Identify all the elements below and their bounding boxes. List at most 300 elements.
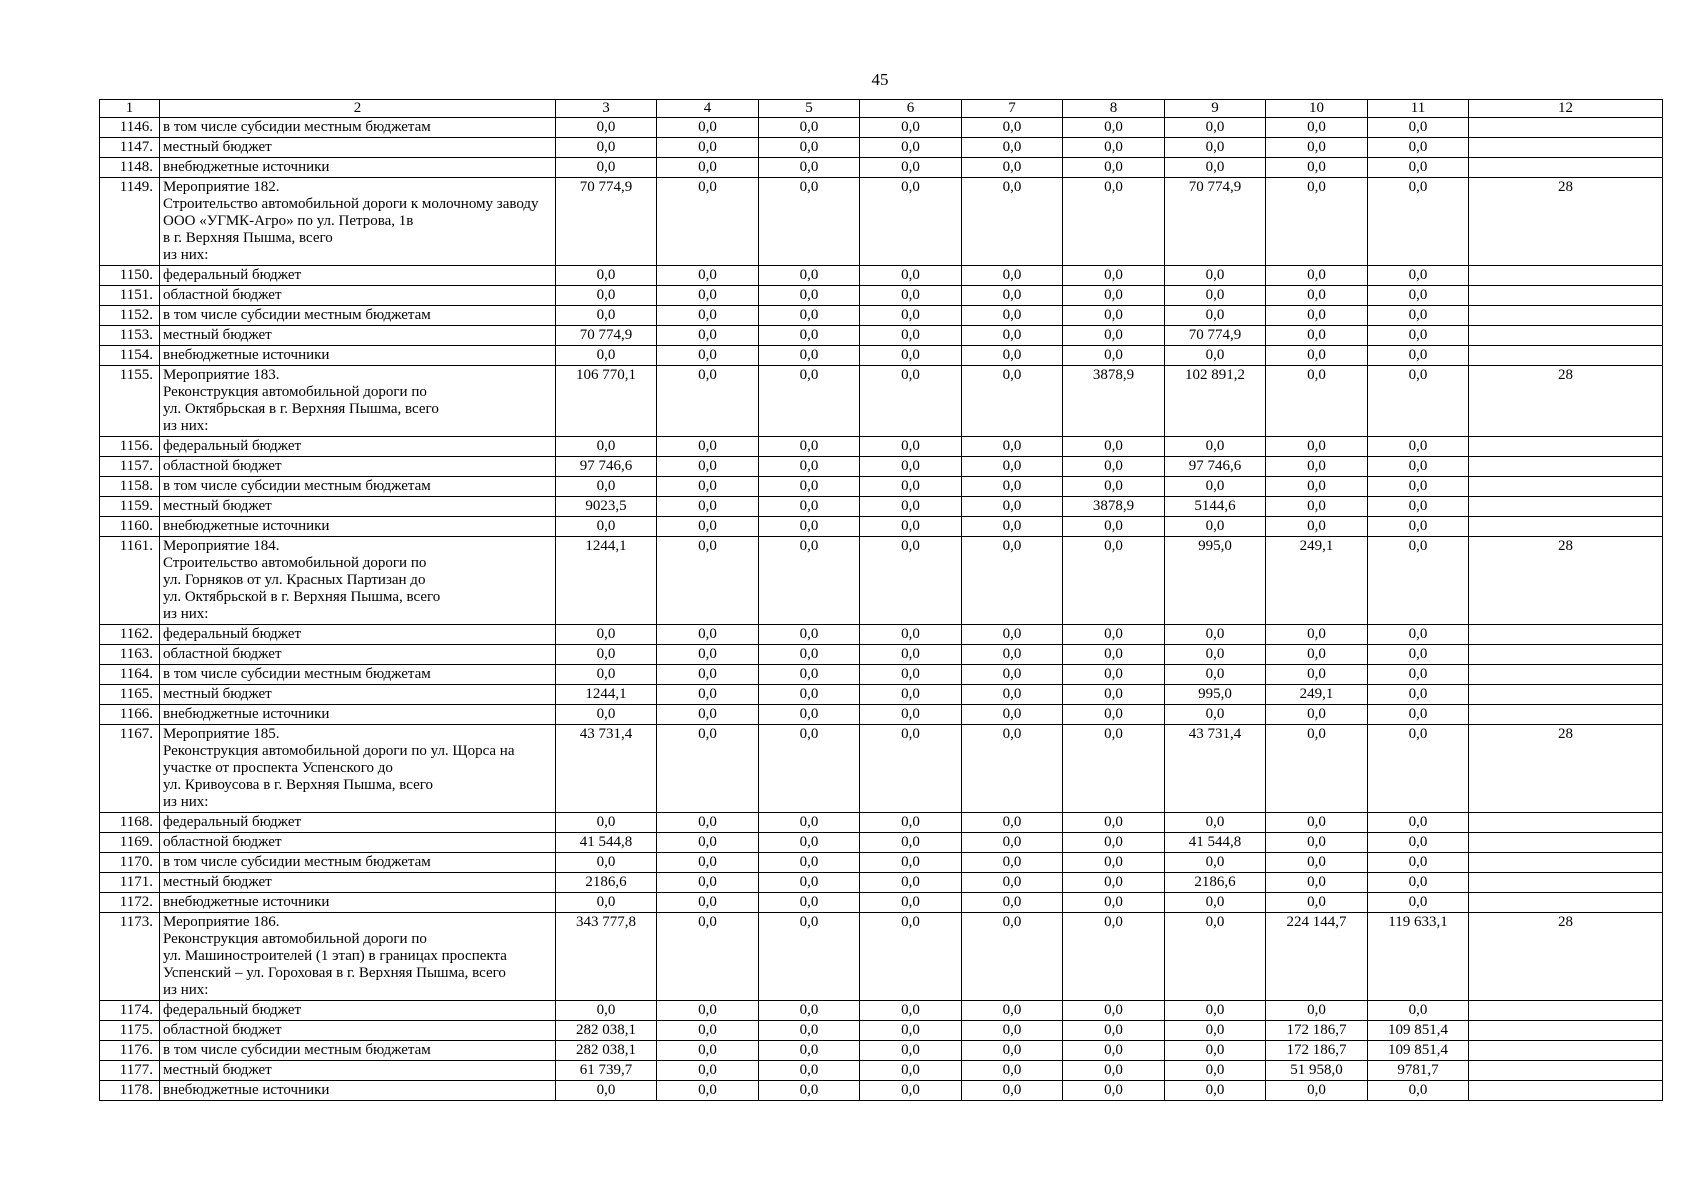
value-cell-col-4: 0,0 [657, 1001, 759, 1021]
column-header-8: 8 [1063, 100, 1165, 118]
value-cell-col-7: 0,0 [962, 178, 1063, 266]
value-cell-col-8: 0,0 [1063, 118, 1165, 138]
value-cell-col-10: 0,0 [1266, 286, 1368, 306]
value-cell-col-11: 0,0 [1368, 118, 1469, 138]
value-cell-col-5: 0,0 [759, 266, 860, 286]
reference-cell [1469, 813, 1663, 833]
value-cell-col-7: 0,0 [962, 266, 1063, 286]
table-row [100, 813, 1663, 833]
reference-cell [1469, 477, 1663, 497]
value-cell-col-8: 0,0 [1063, 138, 1165, 158]
row-number: 1151. [100, 286, 160, 306]
row-number: 1154. [100, 346, 160, 366]
value-cell-col-5: 0,0 [759, 853, 860, 873]
value-cell-col-3: 0,0 [556, 517, 657, 537]
value-cell-col-6: 0,0 [860, 1081, 962, 1101]
value-cell-col-3: 41 544,8 [556, 833, 657, 853]
value-cell-col-4: 0,0 [657, 853, 759, 873]
row-number: 1174. [100, 1001, 160, 1021]
table-row [100, 913, 1663, 1001]
column-header-10: 10 [1266, 100, 1368, 118]
value-cell-col-7: 0,0 [962, 437, 1063, 457]
table-body [100, 118, 1663, 1101]
table-row [100, 118, 1663, 138]
value-cell-col-5: 0,0 [759, 1021, 860, 1041]
value-cell-col-5: 0,0 [759, 1061, 860, 1081]
row-number: 1150. [100, 266, 160, 286]
row-description: внебюджетные источники [160, 158, 556, 178]
table-row [100, 437, 1663, 457]
value-cell-col-7: 0,0 [962, 517, 1063, 537]
value-cell-col-4: 0,0 [657, 326, 759, 346]
table-header [100, 100, 1663, 118]
column-header-7: 7 [962, 100, 1063, 118]
value-cell-col-11: 9781,7 [1368, 1061, 1469, 1081]
value-cell-col-7: 0,0 [962, 725, 1063, 813]
value-cell-col-5: 0,0 [759, 645, 860, 665]
value-cell-col-5: 0,0 [759, 517, 860, 537]
reference-cell [1469, 625, 1663, 645]
value-cell-col-10: 0,0 [1266, 645, 1368, 665]
value-cell-col-4: 0,0 [657, 833, 759, 853]
reference-cell: 28 [1469, 178, 1663, 266]
reference-cell [1469, 118, 1663, 138]
row-description: внебюджетные источники [160, 893, 556, 913]
reference-cell: 28 [1469, 913, 1663, 1001]
row-description: внебюджетные источники [160, 346, 556, 366]
table-row [100, 477, 1663, 497]
value-cell-col-7: 0,0 [962, 366, 1063, 437]
value-cell-col-9: 43 731,4 [1165, 725, 1266, 813]
value-cell-col-3: 70 774,9 [556, 178, 657, 266]
value-cell-col-11: 0,0 [1368, 326, 1469, 346]
value-cell-col-10: 0,0 [1266, 813, 1368, 833]
row-number: 1156. [100, 437, 160, 457]
value-cell-col-10: 0,0 [1266, 266, 1368, 286]
reference-cell [1469, 437, 1663, 457]
column-header-6: 6 [860, 100, 962, 118]
row-description: Мероприятие 184. Строительство автомобильной дороги по ул. Горняков от ул. Красных Партизан до ул. Октябрьской в г. Верхняя Пышма, всего из них: [160, 537, 556, 625]
row-number: 1149. [100, 178, 160, 266]
value-cell-col-5: 0,0 [759, 497, 860, 517]
value-cell-col-9: 0,0 [1165, 1061, 1266, 1081]
value-cell-col-3: 0,0 [556, 705, 657, 725]
value-cell-col-11: 0,0 [1368, 1081, 1469, 1101]
value-cell-col-7: 0,0 [962, 537, 1063, 625]
table-row [100, 366, 1663, 437]
value-cell-col-4: 0,0 [657, 1081, 759, 1101]
row-number: 1158. [100, 477, 160, 497]
value-cell-col-6: 0,0 [860, 833, 962, 853]
value-cell-col-8: 0,0 [1063, 853, 1165, 873]
value-cell-col-3: 61 739,7 [556, 1061, 657, 1081]
value-cell-col-5: 0,0 [759, 286, 860, 306]
value-cell-col-5: 0,0 [759, 665, 860, 685]
value-cell-col-6: 0,0 [860, 813, 962, 833]
value-cell-col-3: 0,0 [556, 645, 657, 665]
value-cell-col-9: 0,0 [1165, 645, 1266, 665]
table-row [100, 725, 1663, 813]
value-cell-col-9: 0,0 [1165, 1081, 1266, 1101]
value-cell-col-10: 0,0 [1266, 158, 1368, 178]
value-cell-col-11: 0,0 [1368, 477, 1469, 497]
value-cell-col-4: 0,0 [657, 665, 759, 685]
value-cell-col-9: 0,0 [1165, 705, 1266, 725]
table-row [100, 266, 1663, 286]
value-cell-col-7: 0,0 [962, 158, 1063, 178]
value-cell-col-5: 0,0 [759, 537, 860, 625]
value-cell-col-9: 0,0 [1165, 158, 1266, 178]
value-cell-col-11: 0,0 [1368, 158, 1469, 178]
reference-cell [1469, 1041, 1663, 1061]
value-cell-col-9: 0,0 [1165, 913, 1266, 1001]
value-cell-col-10: 0,0 [1266, 1081, 1368, 1101]
value-cell-col-7: 0,0 [962, 1021, 1063, 1041]
value-cell-col-8: 0,0 [1063, 178, 1165, 266]
value-cell-col-6: 0,0 [860, 645, 962, 665]
value-cell-col-3: 0,0 [556, 118, 657, 138]
value-cell-col-7: 0,0 [962, 118, 1063, 138]
value-cell-col-5: 0,0 [759, 178, 860, 266]
row-number: 1170. [100, 853, 160, 873]
value-cell-col-11: 0,0 [1368, 853, 1469, 873]
row-description: местный бюджет [160, 497, 556, 517]
value-cell-col-5: 0,0 [759, 1001, 860, 1021]
reference-cell [1469, 1001, 1663, 1021]
value-cell-col-4: 0,0 [657, 813, 759, 833]
table-row [100, 685, 1663, 705]
value-cell-col-8: 0,0 [1063, 625, 1165, 645]
reference-cell [1469, 457, 1663, 477]
row-description: местный бюджет [160, 685, 556, 705]
value-cell-col-6: 0,0 [860, 1021, 962, 1041]
row-number: 1178. [100, 1081, 160, 1101]
value-cell-col-3: 97 746,6 [556, 457, 657, 477]
value-cell-col-8: 0,0 [1063, 346, 1165, 366]
reference-cell [1469, 286, 1663, 306]
value-cell-col-6: 0,0 [860, 266, 962, 286]
value-cell-col-9: 0,0 [1165, 517, 1266, 537]
value-cell-col-9: 102 891,2 [1165, 366, 1266, 437]
value-cell-col-6: 0,0 [860, 537, 962, 625]
value-cell-col-11: 109 851,4 [1368, 1021, 1469, 1041]
value-cell-col-8: 0,0 [1063, 813, 1165, 833]
value-cell-col-10: 0,0 [1266, 665, 1368, 685]
value-cell-col-7: 0,0 [962, 893, 1063, 913]
table-row [100, 645, 1663, 665]
value-cell-col-5: 0,0 [759, 346, 860, 366]
value-cell-col-11: 0,0 [1368, 813, 1469, 833]
table-row [100, 1001, 1663, 1021]
value-cell-col-8: 0,0 [1063, 665, 1165, 685]
header-row [100, 100, 1663, 118]
value-cell-col-10: 249,1 [1266, 537, 1368, 625]
column-header-12: 12 [1469, 100, 1663, 118]
row-number: 1173. [100, 913, 160, 1001]
value-cell-col-8: 0,0 [1063, 645, 1165, 665]
table-row [100, 138, 1663, 158]
row-number: 1153. [100, 326, 160, 346]
value-cell-col-11: 0,0 [1368, 625, 1469, 645]
row-description: федеральный бюджет [160, 813, 556, 833]
value-cell-col-7: 0,0 [962, 813, 1063, 833]
value-cell-col-5: 0,0 [759, 1041, 860, 1061]
value-cell-col-3: 343 777,8 [556, 913, 657, 1001]
row-number: 1163. [100, 645, 160, 665]
value-cell-col-4: 0,0 [657, 286, 759, 306]
row-description: Мероприятие 182. Строительство автомобильной дороги к молочному заводу ООО «УГМК-Агро» по ул. Петрова, 1в в г. Верхняя Пышма, всего из них: [160, 178, 556, 266]
value-cell-col-11: 0,0 [1368, 833, 1469, 853]
reference-cell [1469, 158, 1663, 178]
value-cell-col-7: 0,0 [962, 645, 1063, 665]
row-number: 1177. [100, 1061, 160, 1081]
value-cell-col-6: 0,0 [860, 685, 962, 705]
value-cell-col-11: 0,0 [1368, 517, 1469, 537]
value-cell-col-11: 119 633,1 [1368, 913, 1469, 1001]
value-cell-col-3: 282 038,1 [556, 1021, 657, 1041]
value-cell-col-9: 41 544,8 [1165, 833, 1266, 853]
row-description: областной бюджет [160, 833, 556, 853]
reference-cell [1469, 517, 1663, 537]
value-cell-col-8: 0,0 [1063, 1001, 1165, 1021]
value-cell-col-3: 0,0 [556, 1001, 657, 1021]
value-cell-col-8: 0,0 [1063, 266, 1165, 286]
table-row [100, 158, 1663, 178]
value-cell-col-4: 0,0 [657, 1041, 759, 1061]
value-cell-col-5: 0,0 [759, 893, 860, 913]
row-description: в том числе субсидии местным бюджетам [160, 1041, 556, 1061]
value-cell-col-3: 0,0 [556, 306, 657, 326]
value-cell-col-4: 0,0 [657, 138, 759, 158]
value-cell-col-8: 0,0 [1063, 477, 1165, 497]
value-cell-col-5: 0,0 [759, 306, 860, 326]
value-cell-col-6: 0,0 [860, 326, 962, 346]
value-cell-col-3: 43 731,4 [556, 725, 657, 813]
value-cell-col-4: 0,0 [657, 178, 759, 266]
reference-cell [1469, 306, 1663, 326]
table-row [100, 665, 1663, 685]
value-cell-col-11: 0,0 [1368, 705, 1469, 725]
value-cell-col-4: 0,0 [657, 893, 759, 913]
row-description: областной бюджет [160, 645, 556, 665]
value-cell-col-4: 0,0 [657, 366, 759, 437]
row-description: местный бюджет [160, 1061, 556, 1081]
value-cell-col-4: 0,0 [657, 497, 759, 517]
value-cell-col-9: 5144,6 [1165, 497, 1266, 517]
value-cell-col-6: 0,0 [860, 1061, 962, 1081]
value-cell-col-7: 0,0 [962, 346, 1063, 366]
value-cell-col-8: 0,0 [1063, 873, 1165, 893]
value-cell-col-6: 0,0 [860, 517, 962, 537]
value-cell-col-5: 0,0 [759, 366, 860, 437]
row-description: Мероприятие 183. Реконструкция автомобильной дороги по ул. Октябрьская в г. Верхняя Пышма, всего из них: [160, 366, 556, 437]
value-cell-col-4: 0,0 [657, 346, 759, 366]
row-description: местный бюджет [160, 873, 556, 893]
value-cell-col-3: 0,0 [556, 158, 657, 178]
row-description: федеральный бюджет [160, 1001, 556, 1021]
value-cell-col-6: 0,0 [860, 346, 962, 366]
table-row [100, 517, 1663, 537]
value-cell-col-4: 0,0 [657, 645, 759, 665]
row-number: 1164. [100, 665, 160, 685]
value-cell-col-8: 0,0 [1063, 306, 1165, 326]
row-number: 1169. [100, 833, 160, 853]
value-cell-col-6: 0,0 [860, 306, 962, 326]
value-cell-col-10: 0,0 [1266, 1001, 1368, 1021]
row-description: местный бюджет [160, 138, 556, 158]
value-cell-col-7: 0,0 [962, 1061, 1063, 1081]
reference-cell: 28 [1469, 366, 1663, 437]
value-cell-col-10: 0,0 [1266, 346, 1368, 366]
value-cell-col-3: 0,0 [556, 813, 657, 833]
table-row [100, 873, 1663, 893]
value-cell-col-9: 995,0 [1165, 685, 1266, 705]
column-header-3: 3 [556, 100, 657, 118]
value-cell-col-10: 0,0 [1266, 497, 1368, 517]
table-row [100, 705, 1663, 725]
value-cell-col-10: 0,0 [1266, 457, 1368, 477]
value-cell-col-7: 0,0 [962, 306, 1063, 326]
column-header-4: 4 [657, 100, 759, 118]
value-cell-col-5: 0,0 [759, 138, 860, 158]
value-cell-col-9: 0,0 [1165, 477, 1266, 497]
reference-cell [1469, 685, 1663, 705]
row-description: областной бюджет [160, 457, 556, 477]
value-cell-col-5: 0,0 [759, 833, 860, 853]
value-cell-col-11: 0,0 [1368, 685, 1469, 705]
value-cell-col-10: 0,0 [1266, 118, 1368, 138]
row-number: 1160. [100, 517, 160, 537]
value-cell-col-10: 0,0 [1266, 366, 1368, 437]
value-cell-col-8: 0,0 [1063, 437, 1165, 457]
value-cell-col-6: 0,0 [860, 873, 962, 893]
value-cell-col-6: 0,0 [860, 158, 962, 178]
value-cell-col-9: 0,0 [1165, 665, 1266, 685]
reference-cell [1469, 1061, 1663, 1081]
reference-cell [1469, 346, 1663, 366]
value-cell-col-9: 995,0 [1165, 537, 1266, 625]
value-cell-col-7: 0,0 [962, 497, 1063, 517]
table-row [100, 346, 1663, 366]
value-cell-col-11: 0,0 [1368, 665, 1469, 685]
value-cell-col-8: 3878,9 [1063, 497, 1165, 517]
value-cell-col-6: 0,0 [860, 118, 962, 138]
value-cell-col-5: 0,0 [759, 725, 860, 813]
value-cell-col-11: 0,0 [1368, 266, 1469, 286]
value-cell-col-10: 0,0 [1266, 437, 1368, 457]
value-cell-col-6: 0,0 [860, 625, 962, 645]
value-cell-col-5: 0,0 [759, 477, 860, 497]
row-number: 1161. [100, 537, 160, 625]
row-number: 1171. [100, 873, 160, 893]
value-cell-col-11: 0,0 [1368, 286, 1469, 306]
value-cell-col-3: 2186,6 [556, 873, 657, 893]
value-cell-col-3: 0,0 [556, 1081, 657, 1101]
value-cell-col-6: 0,0 [860, 457, 962, 477]
row-description: федеральный бюджет [160, 625, 556, 645]
table-row [100, 1061, 1663, 1081]
reference-cell [1469, 266, 1663, 286]
value-cell-col-7: 0,0 [962, 1041, 1063, 1061]
value-cell-col-10: 0,0 [1266, 477, 1368, 497]
value-cell-col-5: 0,0 [759, 1081, 860, 1101]
value-cell-col-4: 0,0 [657, 158, 759, 178]
table-row [100, 306, 1663, 326]
value-cell-col-3: 1244,1 [556, 537, 657, 625]
reference-cell [1469, 138, 1663, 158]
value-cell-col-8: 0,0 [1063, 517, 1165, 537]
reference-cell [1469, 893, 1663, 913]
value-cell-col-7: 0,0 [962, 685, 1063, 705]
value-cell-col-7: 0,0 [962, 833, 1063, 853]
value-cell-col-10: 0,0 [1266, 326, 1368, 346]
value-cell-col-11: 0,0 [1368, 178, 1469, 266]
table-row [100, 893, 1663, 913]
value-cell-col-10: 172 186,7 [1266, 1041, 1368, 1061]
value-cell-col-6: 0,0 [860, 497, 962, 517]
value-cell-col-4: 0,0 [657, 1021, 759, 1041]
reference-cell [1469, 1021, 1663, 1041]
column-header-9: 9 [1165, 100, 1266, 118]
value-cell-col-11: 0,0 [1368, 497, 1469, 517]
row-description: внебюджетные источники [160, 517, 556, 537]
value-cell-col-8: 0,0 [1063, 537, 1165, 625]
value-cell-col-5: 0,0 [759, 457, 860, 477]
column-header-11: 11 [1368, 100, 1469, 118]
value-cell-col-5: 0,0 [759, 913, 860, 1001]
value-cell-col-9: 0,0 [1165, 118, 1266, 138]
value-cell-col-7: 0,0 [962, 326, 1063, 346]
value-cell-col-6: 0,0 [860, 725, 962, 813]
value-cell-col-11: 0,0 [1368, 346, 1469, 366]
value-cell-col-5: 0,0 [759, 158, 860, 178]
row-number: 1167. [100, 725, 160, 813]
value-cell-col-10: 0,0 [1266, 625, 1368, 645]
value-cell-col-3: 0,0 [556, 853, 657, 873]
reference-cell [1469, 665, 1663, 685]
value-cell-col-6: 0,0 [860, 437, 962, 457]
row-description: в том числе субсидии местным бюджетам [160, 477, 556, 497]
row-description: федеральный бюджет [160, 437, 556, 457]
value-cell-col-9: 0,0 [1165, 853, 1266, 873]
table-row [100, 833, 1663, 853]
table-row [100, 853, 1663, 873]
value-cell-col-11: 0,0 [1368, 306, 1469, 326]
value-cell-col-8: 0,0 [1063, 725, 1165, 813]
value-cell-col-8: 0,0 [1063, 705, 1165, 725]
value-cell-col-10: 0,0 [1266, 178, 1368, 266]
value-cell-col-7: 0,0 [962, 853, 1063, 873]
value-cell-col-11: 0,0 [1368, 138, 1469, 158]
row-description: внебюджетные источники [160, 1081, 556, 1101]
value-cell-col-5: 0,0 [759, 705, 860, 725]
value-cell-col-5: 0,0 [759, 326, 860, 346]
value-cell-col-4: 0,0 [657, 685, 759, 705]
reference-cell: 28 [1469, 725, 1663, 813]
value-cell-col-9: 0,0 [1165, 1021, 1266, 1041]
value-cell-col-11: 0,0 [1368, 1001, 1469, 1021]
value-cell-col-6: 0,0 [860, 477, 962, 497]
value-cell-col-4: 0,0 [657, 725, 759, 813]
value-cell-col-11: 0,0 [1368, 725, 1469, 813]
value-cell-col-10: 0,0 [1266, 853, 1368, 873]
value-cell-col-8: 0,0 [1063, 326, 1165, 346]
table-row [100, 1081, 1663, 1101]
value-cell-col-3: 0,0 [556, 665, 657, 685]
reference-cell [1469, 1081, 1663, 1101]
value-cell-col-9: 0,0 [1165, 625, 1266, 645]
row-description: в том числе субсидии местным бюджетам [160, 853, 556, 873]
